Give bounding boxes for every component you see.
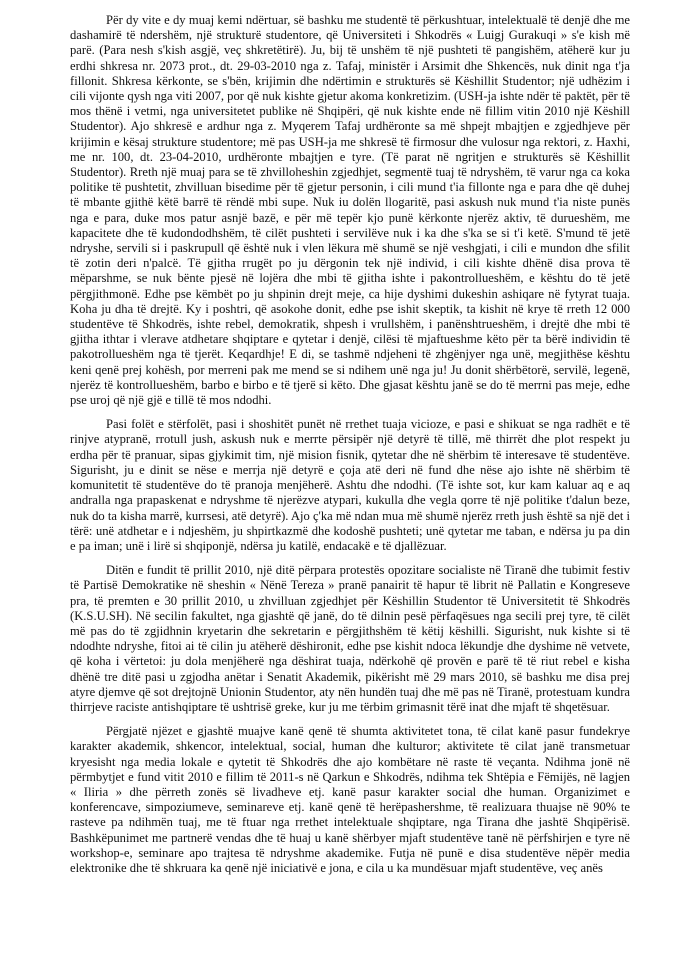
paragraph-2: Pasi folët e stërfolët, pasi i shoshitët punët në rrethet tuaja vicioze, e pasi e shikuat se nga radhët e të rinjve atypranë, rrotull jush, askush nuk e merrte përsipër një detyrë të tillë, më thirrët dhe plot respekt ju erdha për të pranuar, sipas gjykimit tim, një mision fisnik, qytetar dhe në shërbim të interesave të studentëve. Sigurisht, ju e dinit se nëse e merrja një detyrë e çoja atë deri në fund dhe nëse ajo ishte në shërbim të komunitetit të studentëve do të pranoja menjëherë. Ashtu dhe ndodhi. (Të ishte sot, kur kam kaluar aq e aq andralla nga prapaskenat e ndryshme të njerëzve atypari, kukulla dhe vegla qorre të një politike t'dalun beze, nuk do ta kisha marrë, kurrsesi, atë detyrë). Ajo ç'ka më ndan mua më shumë njerëz rreth jush është sa një det i tërë: unë atdhetar e i ndjeshëm, ju shpirtkazmë dhe kodoshë pushteti; unë qytetar me taban, e ndërsa ju pa din e pa iman; unë i lirë si shqiponjë, ndërsa ju katilë, endacakë e të djallëzuar. [70,417,630,553]
paragraph-3: Ditën e fundit të prillit 2010, një ditë përpara protestës opozitare socialiste në Tiranë dhe tubimit festiv të Partisë Demokratike në sheshin « Nënë Tereza » pranë panairit të hapur të librit në Pallatin e Kongreseve pra, të premten e 30 prillit 2010, u zhvilluan zgjedhjet për Këshillin Studentor të Universitetit të Shkodrës (K.S.U.SH). Në secilin fakultet, nga gjashtë që janë, do të dilnin pesë përfaqësues nga secili prej tyre, të cilët më pas do të zgjidhnin kryetarin dhe sekretarin e përgjithshëm të këtij këshilli. Sigurisht, nuk kishte si të ndodhte ndryshe, fitoi ai të cilin ju atëherë dëshironit, edhe pse kishit ndoca lëkundje dhe dyshime në vetvete, që koha i vërtetoi: ju dola menjëherë nga dëshirat tuaja, ndërkohë që provën e parë të të riut rebel e kisha dhënë tre ditë pasi u zgjodha anëtar i Senatit Akademik, pikërisht më 29 mars 2010, së bashku me disa prej atyre djemve që sot drejtojnë Unionin Studentor, aty nën hundën tuaj dhe më pas në Tiranë, protestuam kundra thirrjeve raciste antishqiptare të ushtrisë greke, kur ju me tërbim grimasnit tërë inat dhe mjaft të shqetësuar. [70,563,630,714]
paragraph-1: Për dy vite e dy muaj kemi ndërtuar, së bashku me studentë të përkushtuar, intelektualë të denjë dhe me dashamirë të ndershëm, një strukturë studentore, që Universiteti i Shkodrës « Luigj Gurakuqi » s'e kish më parë. (Para nesh s'kish asgjë, veç shkretëtirë). Ju, bij të unshëm të një pushteti të pangishëm, atëherë kur ju erdhi shkresa nr. 2073 prot., dt. 29-03-2010 nga z. Tafaj, ministër i Arsimit dhe Shkencës, nuk dinit nga t'ja fillonit. Shkresa kërkonte, se s'bën, krijimin dhe ndërtimin e strukturës së Këshillit Studentor; një udhëzim i cili vijonte qysh nga viti 2007, por që nuk kishte gjetur akoma konkretizim. (USH-ja ishte ndër të paktët, për të mos thënë i vetmi, nga universitetet publike në Shqipëri, që nuk kishte ende në fillim vitin 2010 një Këshill Studentor). Ajo shkresë e ardhur nga z. Myqerem Tafaj urdhëronte sa më shpejt mbajtjen e zgjedhjeve për krijimin e kësaj strukture studentore; më pas USH-ja me shkresë të firmosur dhe vulosur nga rektori, z. Haxhi, me nr. 100, dt. 23-04-2010, urdhëronte mbajtjen e tyre. (Të parat në ngritjen e strukturës së Këshillit Studentor). Rreth një muaj para se të zhvilloheshin zgjedhjet, segmentë tuaj të ndryshëm, të varur nga ca koka politike të pushtetit, zhvilluan bisedime për të gjetur personin, i cili mund t'ia fillonte nga e para dhe që duhej të mbante gjithë këtë barrë të rëndë mbi supe. Nuk iu dolën llogaritë, pasi askush nuk mund t'ia niste punës nga e para, duke mos patur asnjë bazë, e për më tepër kjo punë kërkonte njerëz aktiv, të durueshëm, me kapacitete dhe të kudondodhshëm, të cilët pushteti i servilëve nuk i ka dhe s'ka se si t'i ketë. S'mund të jetë ndryshe, servili si i paskrupull që është nuk i vlen lëkura më shumë se një veshgjati, i cili e mundon dhe sfilit të zotin deri n'palcë. Të gjitha rrugët po ju dërgonin tek një individ, i cili kishte dhënë disa prova të mëparshme, se nuk bënte pjesë në lojëra dhe mbi të gjitha ishte i pakontrollueshëm, e kështu do të jetë përgjithmonë. Edhe pse këmbët po ju shpinin drejt meje, ca hije dyshimi dukeshin ashiqare në fytyrat tuaja. Koha ju dha të drejtë. Ky i poshtri, që asokohe donit, edhe pse ishit skeptik, ta kishit në krye të rreth 12 000 studentëve të Shkodrës, ishte rebel, demokratik, shpesh i vrullshëm, i panënshtrueshëm, i drejtë dhe mbi të gjitha ithtar i vlerave atdhetare shqiptare e qytetar i denjë, cilësi të mjaftueshme këto për ta bërë individin të pakotrollueshëm nga të tjerët. Keqardhje! E di, se tashmë ndjeheni të zhgënjyer nga unë, megjithëse kështu keni qenë prej kohësh, por merreni pak me mend se si ndihem unë nga ju! Ju donit shërbëtorë, servilë, legenë, njerëz të kontrollueshëm, barbo e birbo e të tjerë si këto. Dhe gjasat kështu janë se do të merrni pas meje, edhe pse uroj që një gjë e tillë të mos ndodhi. [70,13,630,408]
paragraph-4: Përgjatë njëzet e gjashtë muajve kanë qenë të shumta aktivitetet tona, të cilat kanë pasur fundekrye karakter akademik, shkencor, intelektual, social, human dhe kulturor; aktivitete të cilat janë transmetuar kryesisht nga media lokale e qytetit të Shkodrës dhe ajo kombëtare në raste të veçanta. Ndihma jonë në përmbytjet e fund vitit 2010 e fillim të 2011-s në Qarkun e Shkodrës, ndihma tek Shtëpia e Fëmijës, në lagjen « Iliria » dhe përreth zonës së livadheve etj. kanë pasur karakter social dhe human. Organizimet e konferencave, simpoziumeve, seminareve etj. kanë qenë të herëpashershme, të realizuara thuajse në 90% te rasteve pa ndihmën tuaj, me të ftuar nga rrethet intelektuale shqiptare, nga Tirana dhe jashtë Shqipërisë. Bashkëpunimet me partnerë vendas dhe të huaj u kanë shërbyer mjaft studentëve tanë në përfshirjen e tyre në workshop-e, seminare apo trajtesa të ndryshme akademike. Futja në punë e disa studentëve nëpër media elektronike dhe të shkruara ka qenë një iniciativë e jona, e cila u ka mundësuar mjaft studentëve, veç anës [70,724,630,875]
